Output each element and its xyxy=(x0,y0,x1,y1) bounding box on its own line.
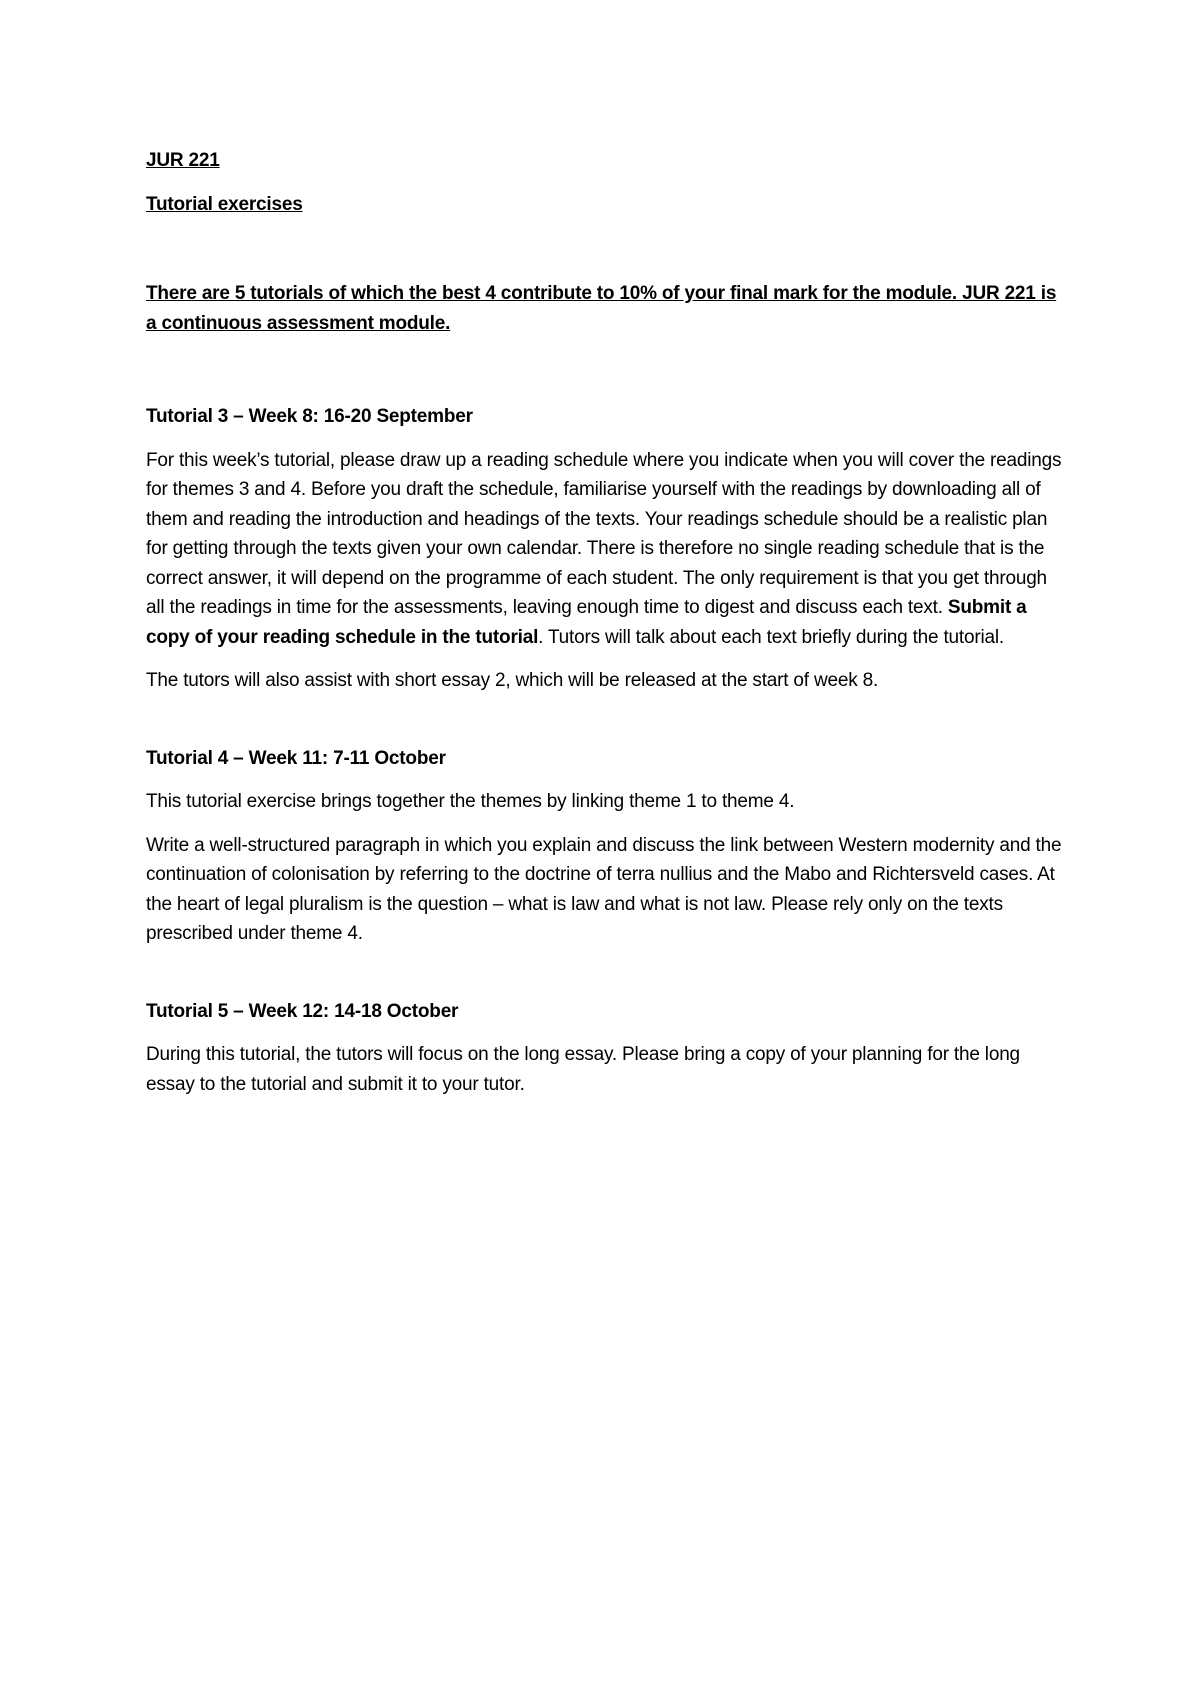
tutorial-5-title: Tutorial 5 – Week 12: 14-18 October xyxy=(146,1000,459,1022)
tutorial-3-paragraph-1 xyxy=(146,446,1066,653)
tutorial-5-section xyxy=(146,997,1066,1100)
tutorial-3-paragraph-2: The tutors will also assist with short essay 2, which will be released at the start of week 8. xyxy=(146,670,879,691)
tutorial-3-submit-instruction: Submit a copy of your reading schedule in the tutorial xyxy=(146,597,1027,648)
tutorial-4-paragraph-1: This tutorial exercise brings together the themes by linking theme 1 to theme 4. xyxy=(146,791,795,812)
tutorial-3-section xyxy=(146,402,1066,696)
course-code: JUR 221 xyxy=(146,150,220,171)
document-subtitle: Tutorial exercises xyxy=(146,193,303,215)
tutorial-3-paragraph-1-text-a: For this week’s tutorial, please draw up a reading schedule where you indicate when you will cover the readings for themes 3 and 4. Before you draft the schedule, familiarise yourself with the readings by downloading all of them and reading the introduction and headings of the texts. Your readings schedule should be a realistic plan for getting through the texts given your own calendar. There is therefore no single reading schedule that is the correct answer, it will depend on the programme of each student. The only requirement is that you get through all the readings in time for the assessments, leaving enough time to digest and discuss each text. xyxy=(146,449,1062,618)
tutorial-3-title: Tutorial 3 – Week 8: 16-20 September xyxy=(146,406,473,427)
tutorial-4-title: Tutorial 4 – Week 11: 7-11 October xyxy=(146,747,446,769)
tutorial-4-paragraph-2: Write a well-structured paragraph in which you explain and discuss the link between Western modernity and the continuation of colonisation by referring to the doctrine of terra nullius and the Mabo and Richtersveld cases. At the heart of legal pluralism is the question – what is law and what is not law. Please rely only on the texts prescribed under theme 4. xyxy=(146,834,1062,944)
assessment-notice: There are 5 tutorials of which the best 4 contribute to 10% of your final mark for the module. JUR 221 is a continuous assessment module. xyxy=(146,283,1057,334)
tutorial-3-paragraph-1-text-b: . Tutors will talk about each text briefly during the tutorial. xyxy=(538,626,1004,648)
tutorial-5-paragraph-1: During this tutorial, the tutors will focus on the long essay. Please bring a copy of your planning for the long essay to the tutorial and submit it to your tutor. xyxy=(146,1044,1020,1095)
tutorial-4-section xyxy=(146,744,1066,949)
document-content xyxy=(146,146,1066,1147)
